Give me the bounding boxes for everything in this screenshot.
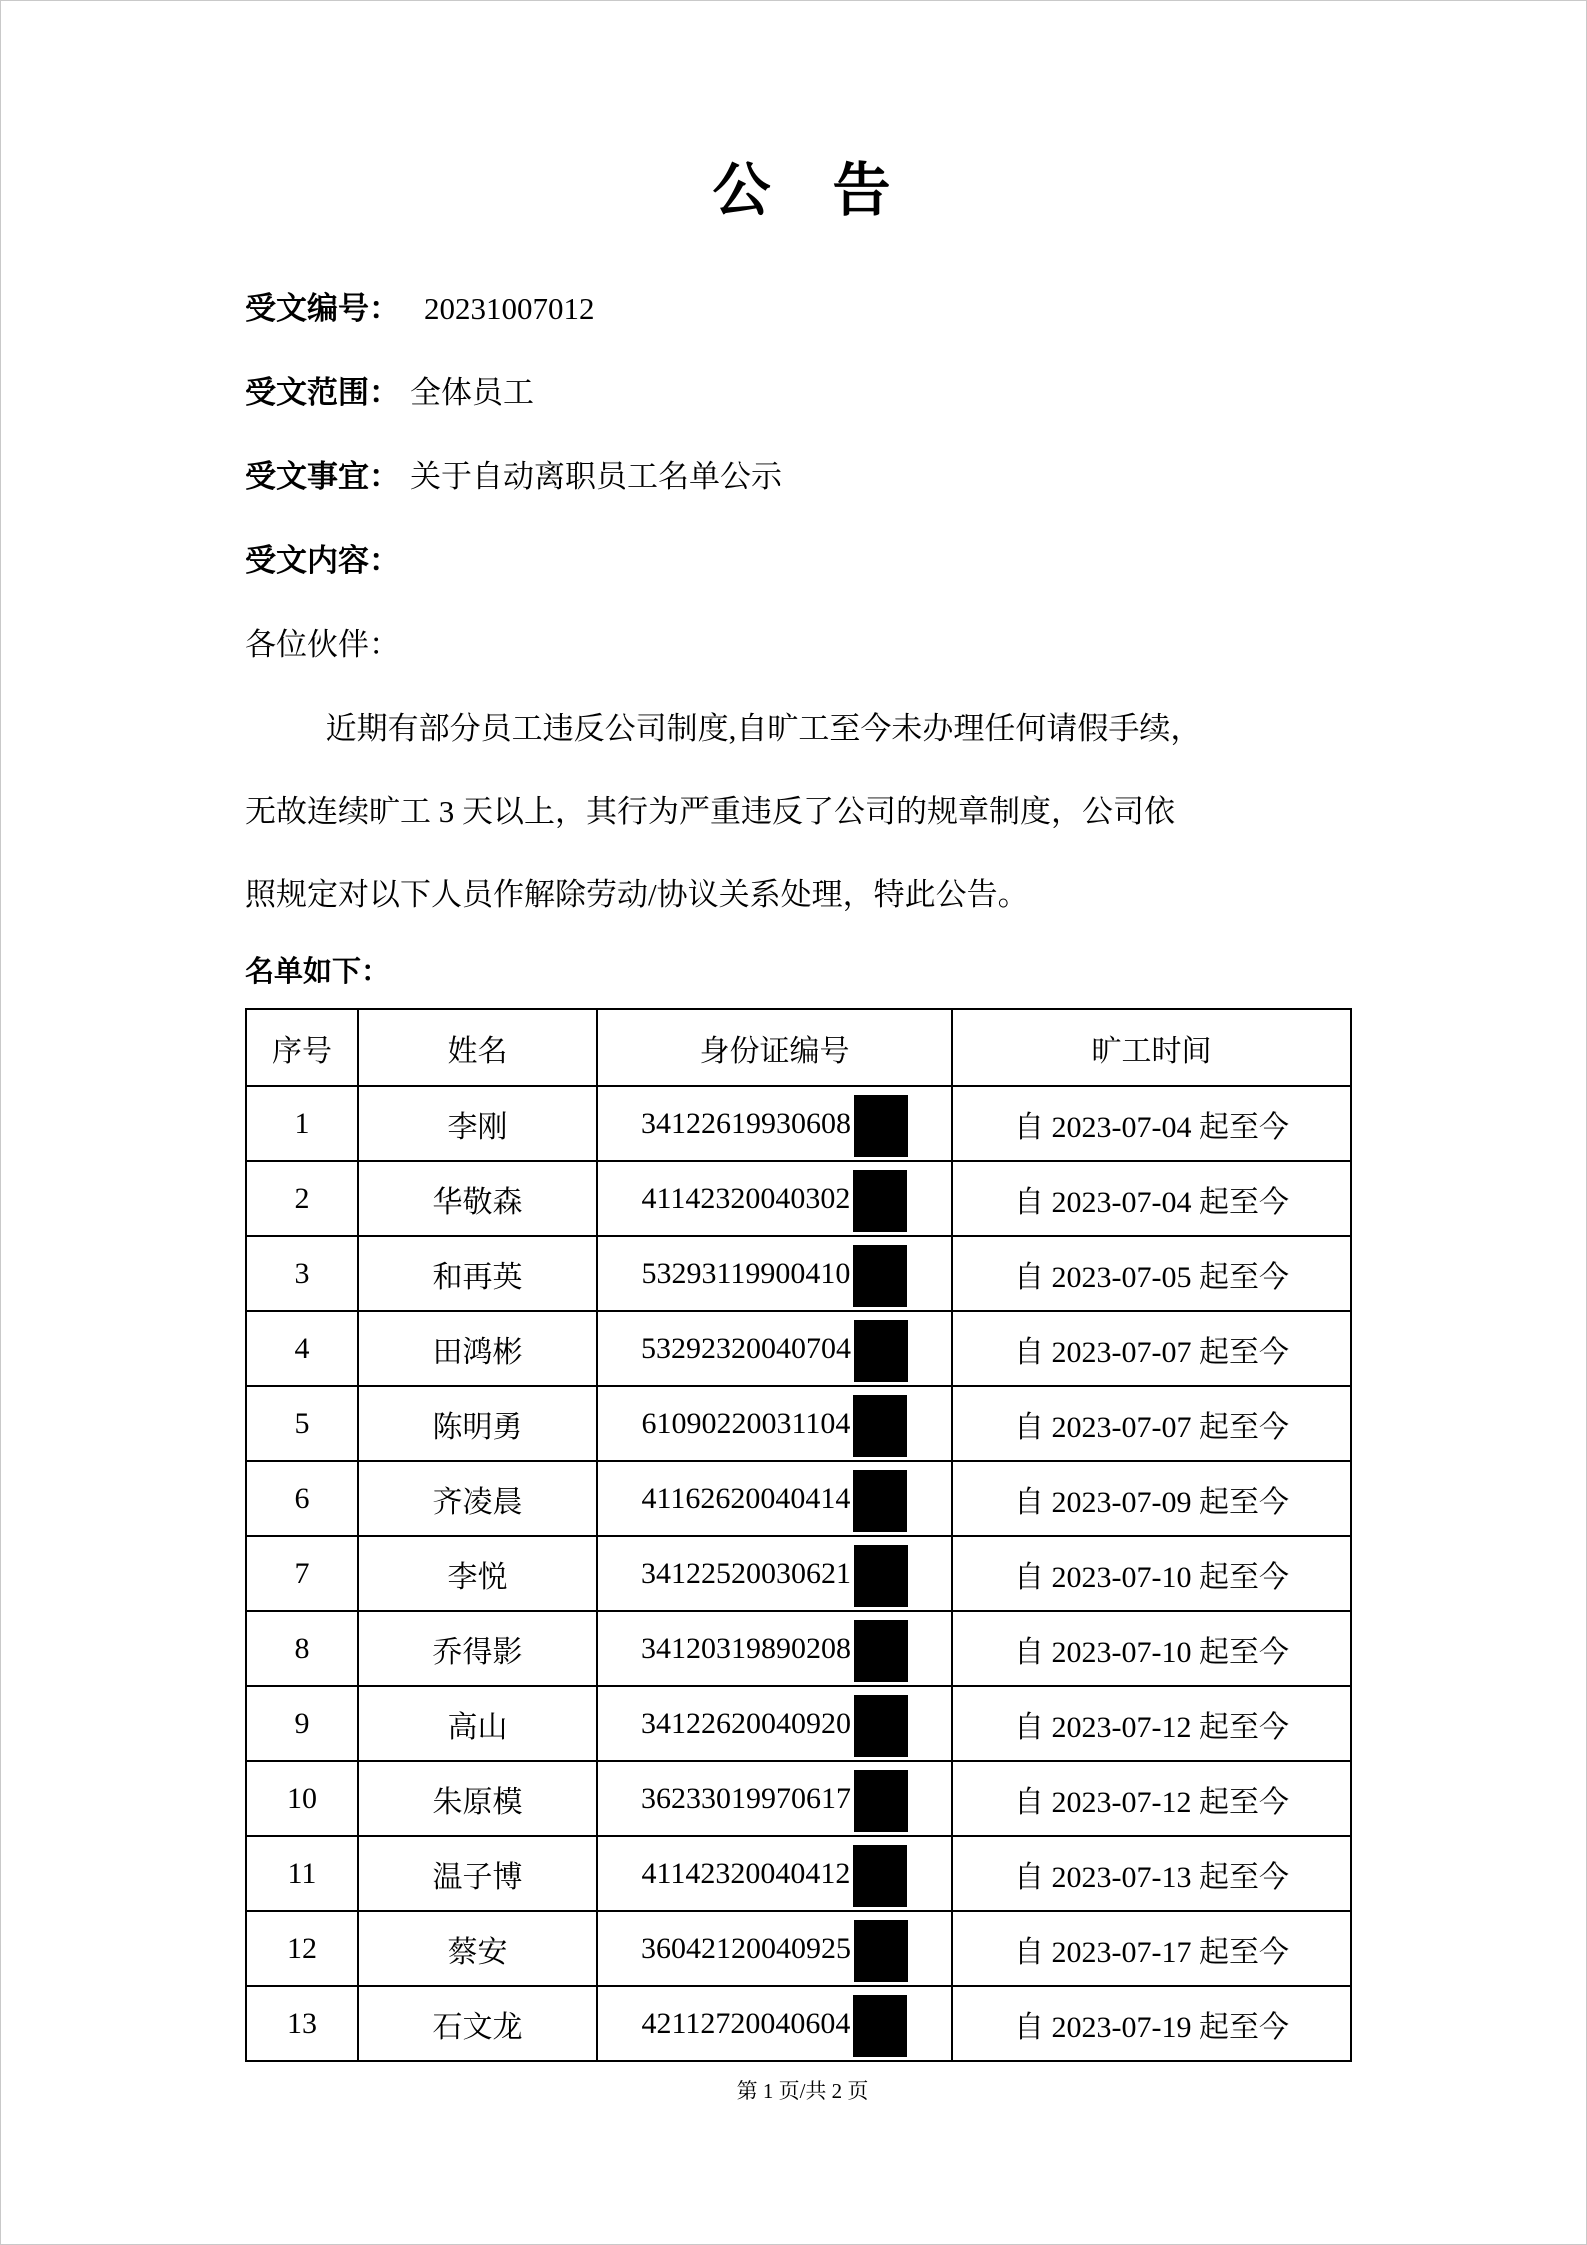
body-line: 近期有部分员工违反公司制度,自旷工至今未办理任何请假手续， bbox=[325, 711, 1202, 746]
id-number-prefix: 41142320040302 bbox=[641, 1181, 851, 1215]
field-scope-value: 全体员工 bbox=[410, 375, 534, 410]
field-doc-number bbox=[245, 267, 1360, 351]
cell-no: 13 bbox=[246, 1986, 358, 2061]
salutation: 各位伙伴： bbox=[245, 627, 400, 662]
cell-no: 12 bbox=[246, 1911, 358, 1986]
id-number-wrap bbox=[641, 1543, 908, 1605]
id-number-prefix: 61090220031104 bbox=[641, 1406, 851, 1440]
page-title: 公 告 bbox=[712, 158, 893, 223]
field-doc-number-value: 20231007012 bbox=[424, 291, 595, 326]
header-name: 姓名 bbox=[358, 1009, 597, 1086]
cell-no: 3 bbox=[246, 1236, 358, 1311]
cell-no: 1 bbox=[246, 1086, 358, 1161]
body-paragraph bbox=[245, 687, 1360, 936]
cell-name: 田鸿彬 bbox=[358, 1311, 597, 1386]
table-body bbox=[246, 1086, 1351, 2061]
id-number-prefix: 41162620040414 bbox=[641, 1481, 851, 1515]
cell-id-number bbox=[597, 1461, 952, 1536]
id-number-prefix: 36042120040925 bbox=[641, 1931, 851, 1965]
list-intro: 名单如下： bbox=[245, 956, 391, 988]
id-number-prefix: 34120319890208 bbox=[641, 1631, 851, 1665]
field-scope-label: 受文范围： bbox=[245, 375, 400, 410]
redaction-box bbox=[853, 1245, 907, 1307]
redaction-box bbox=[854, 1095, 908, 1157]
id-number-prefix: 36233019970617 bbox=[641, 1781, 851, 1815]
cell-absence-period: 自 2023-07-12 起至今 bbox=[952, 1686, 1351, 1761]
cell-no: 7 bbox=[246, 1536, 358, 1611]
cell-id-number bbox=[597, 1386, 952, 1461]
cell-id-number bbox=[597, 1161, 952, 1236]
cell-name: 李刚 bbox=[358, 1086, 597, 1161]
cell-name: 李悦 bbox=[358, 1536, 597, 1611]
cell-no: 10 bbox=[246, 1761, 358, 1836]
id-number-wrap bbox=[641, 1618, 908, 1680]
cell-id-number bbox=[597, 1686, 952, 1761]
id-number-prefix: 41142320040412 bbox=[641, 1856, 851, 1890]
redaction-box bbox=[853, 1395, 907, 1457]
cell-name: 华敬森 bbox=[358, 1161, 597, 1236]
cell-no: 8 bbox=[246, 1611, 358, 1686]
table-row bbox=[246, 1236, 1351, 1311]
cell-id-number bbox=[597, 1986, 952, 2061]
field-doc-number-label: 受文编号： bbox=[245, 291, 400, 326]
id-number-wrap bbox=[642, 1243, 908, 1305]
id-number-prefix: 34122619930608 bbox=[641, 1106, 851, 1140]
cell-name: 石文龙 bbox=[358, 1986, 597, 2061]
cell-absence-period: 自 2023-07-09 起至今 bbox=[952, 1461, 1351, 1536]
cell-absence-period: 自 2023-07-07 起至今 bbox=[952, 1311, 1351, 1386]
redaction-box bbox=[854, 1695, 908, 1757]
id-number-prefix: 42112720040604 bbox=[641, 2006, 851, 2040]
table-row bbox=[246, 1686, 1351, 1761]
cell-absence-period: 自 2023-07-10 起至今 bbox=[952, 1536, 1351, 1611]
table-row bbox=[246, 1761, 1351, 1836]
redaction-box bbox=[854, 1545, 908, 1607]
cell-absence-period: 自 2023-07-10 起至今 bbox=[952, 1611, 1351, 1686]
field-content bbox=[245, 519, 1360, 603]
cell-name: 乔得影 bbox=[358, 1611, 597, 1686]
id-number-wrap bbox=[641, 1693, 908, 1755]
id-number-prefix: 34122620040920 bbox=[641, 1706, 851, 1740]
header-absence-period: 旷工时间 bbox=[952, 1009, 1351, 1086]
table-row bbox=[246, 1086, 1351, 1161]
table-row bbox=[246, 1311, 1351, 1386]
cell-name: 和再英 bbox=[358, 1236, 597, 1311]
cell-name: 高山 bbox=[358, 1686, 597, 1761]
table-header bbox=[246, 1009, 1351, 1086]
document-content bbox=[245, 151, 1360, 2106]
cell-absence-period: 自 2023-07-17 起至今 bbox=[952, 1911, 1351, 1986]
cell-no: 5 bbox=[246, 1386, 358, 1461]
cell-no: 4 bbox=[246, 1311, 358, 1386]
cell-name: 齐凌晨 bbox=[358, 1461, 597, 1536]
cell-absence-period: 自 2023-07-04 起至今 bbox=[952, 1086, 1351, 1161]
id-number-wrap bbox=[641, 1768, 908, 1830]
table-row bbox=[246, 1161, 1351, 1236]
cell-id-number bbox=[597, 1911, 952, 1986]
redaction-box bbox=[854, 1770, 908, 1832]
id-number-prefix: 53292320040704 bbox=[641, 1331, 851, 1365]
id-number-wrap bbox=[642, 1993, 908, 2055]
body-line: 无故连续旷工 3 天以上，其行为严重违反了公司的规章制度，公司依 bbox=[245, 794, 1175, 829]
cell-name: 朱原模 bbox=[358, 1761, 597, 1836]
field-subject-label: 受文事宜： bbox=[245, 459, 400, 494]
header-id-number: 身份证编号 bbox=[597, 1009, 952, 1086]
cell-name: 陈明勇 bbox=[358, 1386, 597, 1461]
table-header-row bbox=[246, 1009, 1351, 1086]
cell-no: 2 bbox=[246, 1161, 358, 1236]
redaction-box bbox=[853, 1845, 907, 1907]
cell-absence-period: 自 2023-07-05 起至今 bbox=[952, 1236, 1351, 1311]
cell-name: 蔡安 bbox=[358, 1911, 597, 1986]
cell-absence-period: 自 2023-07-04 起至今 bbox=[952, 1161, 1351, 1236]
field-scope bbox=[245, 351, 1360, 435]
redaction-box bbox=[854, 1620, 908, 1682]
redaction-box bbox=[853, 1470, 907, 1532]
table-row bbox=[246, 1611, 1351, 1686]
table-row bbox=[246, 1386, 1351, 1461]
table-row bbox=[246, 1536, 1351, 1611]
id-number-wrap bbox=[642, 1468, 908, 1530]
field-subject-value: 关于自动离职员工名单公示 bbox=[410, 459, 782, 494]
id-number-wrap bbox=[641, 1318, 908, 1380]
cell-absence-period: 自 2023-07-19 起至今 bbox=[952, 1986, 1351, 2061]
redaction-box bbox=[854, 1320, 908, 1382]
cell-absence-period: 自 2023-07-07 起至今 bbox=[952, 1386, 1351, 1461]
header-no: 序号 bbox=[246, 1009, 358, 1086]
field-content-label: 受文内容： bbox=[245, 543, 400, 578]
table-row bbox=[246, 1986, 1351, 2061]
redaction-box bbox=[854, 1920, 908, 1982]
cell-id-number bbox=[597, 1236, 952, 1311]
header-fields bbox=[245, 267, 1360, 603]
redaction-box bbox=[853, 1170, 907, 1232]
cell-id-number bbox=[597, 1536, 952, 1611]
cell-id-number bbox=[597, 1611, 952, 1686]
cell-absence-period: 自 2023-07-12 起至今 bbox=[952, 1761, 1351, 1836]
table-row bbox=[246, 1836, 1351, 1911]
field-subject bbox=[245, 435, 1360, 519]
id-number-wrap bbox=[641, 1093, 908, 1155]
page-number-indicator: 第 1 页/共 2 页 bbox=[736, 2079, 869, 2103]
cell-id-number bbox=[597, 1086, 952, 1161]
cell-id-number bbox=[597, 1761, 952, 1836]
id-number-wrap bbox=[642, 1393, 908, 1455]
cell-id-number bbox=[597, 1311, 952, 1386]
id-number-wrap bbox=[641, 1918, 908, 1980]
id-number-wrap bbox=[642, 1168, 908, 1230]
cell-absence-period: 自 2023-07-13 起至今 bbox=[952, 1836, 1351, 1911]
table-row bbox=[246, 1911, 1351, 1986]
cell-id-number bbox=[597, 1836, 952, 1911]
cell-no: 9 bbox=[246, 1686, 358, 1761]
cell-no: 11 bbox=[246, 1836, 358, 1911]
id-number-wrap bbox=[642, 1843, 908, 1905]
cell-no: 6 bbox=[246, 1461, 358, 1536]
redaction-box bbox=[853, 1995, 907, 2057]
id-number-prefix: 53293119900410 bbox=[641, 1256, 851, 1290]
table-row bbox=[246, 1461, 1351, 1536]
absentee-table bbox=[245, 1008, 1352, 2062]
cell-name: 温子博 bbox=[358, 1836, 597, 1911]
body-line: 照规定对以下人员作解除劳动/协议关系处理，特此公告。 bbox=[245, 877, 1029, 912]
id-number-prefix: 34122520030621 bbox=[641, 1556, 851, 1590]
